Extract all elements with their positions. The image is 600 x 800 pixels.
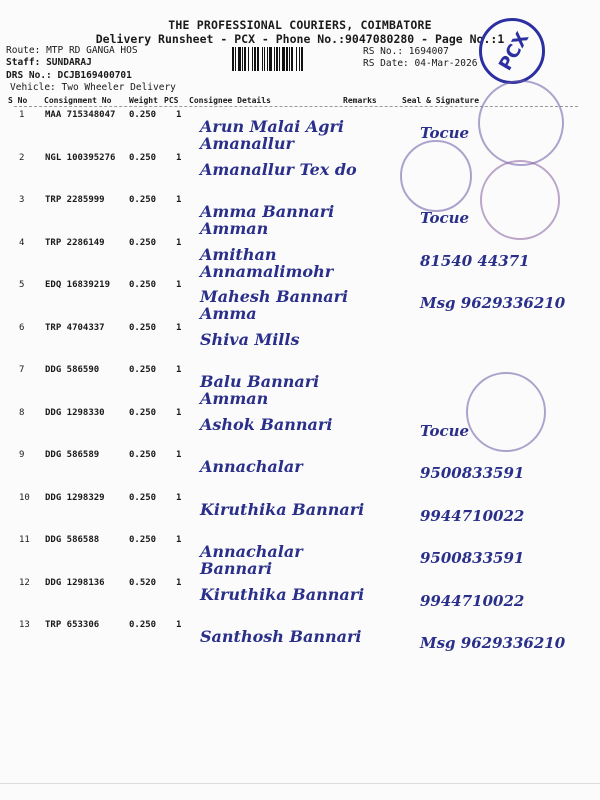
row-consignment: TRP 4704337 xyxy=(45,322,105,333)
row-consignment: TRP 2285999 xyxy=(45,195,105,205)
row-pcs: 1 xyxy=(176,152,182,163)
table-row xyxy=(0,237,600,281)
rs-date-label: RS Date: xyxy=(363,58,409,69)
vehicle-value: Two Wheeler Delivery xyxy=(61,82,176,93)
signature-handwriting: 81540 44371 xyxy=(420,251,530,270)
row-sno: 10 xyxy=(19,492,30,503)
col-sno: S No xyxy=(8,96,28,105)
row-consignment: TRP 653306 xyxy=(45,620,100,630)
signature-handwriting: Tocue xyxy=(420,421,470,440)
row-weight: 0.250 xyxy=(129,620,157,630)
consignee-handwriting: Kiruthika Bannari xyxy=(200,584,365,604)
consignee-handwriting: Balu Bannari Amman xyxy=(200,372,320,408)
row-pcs: 1 xyxy=(176,407,182,418)
row-consignment: DDG 586590 xyxy=(45,365,100,375)
row-weight: 0.250 xyxy=(129,237,157,248)
consignee-handwriting: Amanallur Tex do xyxy=(200,159,357,179)
row-consignment: TRP 2286149 xyxy=(45,237,105,248)
row-sno: 5 xyxy=(19,280,25,290)
runsheet-title: Delivery Runsheet - PCX - Phone No.:9047080280 - Page No.:1 xyxy=(95,32,505,46)
row-sno: 12 xyxy=(19,577,30,588)
row-pcs: 1 xyxy=(176,322,182,333)
rs-no-label: RS No.: xyxy=(363,46,404,57)
vehicle-line xyxy=(10,82,176,93)
rs-date-value: 04-Mar-2026 xyxy=(414,58,478,69)
row-sno: 4 xyxy=(19,237,25,248)
consignee-handwriting: Santhosh Bannari xyxy=(200,627,362,646)
row-consignment: MAA 715348047 xyxy=(45,110,116,120)
row-sno: 2 xyxy=(19,152,25,163)
rs-no-value: 1694007 xyxy=(408,46,449,57)
row-consignment: NGL 100395276 xyxy=(45,152,116,163)
row-consignment: DDG 586588 xyxy=(45,535,100,545)
seal-stamp xyxy=(400,140,472,212)
row-sno: 6 xyxy=(19,322,25,333)
row-weight: 0.250 xyxy=(129,152,157,163)
route-value: MTP RD GANGA HOS xyxy=(46,45,138,56)
consignee-handwriting: Arun Malai Agri Amanallur xyxy=(200,117,344,153)
row-sno: 3 xyxy=(19,195,25,205)
row-weight: 0.250 xyxy=(129,450,157,460)
row-pcs: 1 xyxy=(176,620,182,630)
consignee-handwriting: Mahesh Bannari Amma xyxy=(200,287,349,323)
drs-label: DRS No.: xyxy=(6,70,52,81)
row-weight: 0.520 xyxy=(129,577,157,588)
row-pcs: 1 xyxy=(176,450,182,460)
rs-date-line xyxy=(363,58,477,69)
table-row xyxy=(0,280,600,323)
staff-value: SUNDARAJ xyxy=(46,57,92,68)
route-line xyxy=(6,45,138,56)
table-row xyxy=(0,578,600,618)
row-pcs: 1 xyxy=(176,195,182,205)
row-pcs: 1 xyxy=(176,577,182,588)
staff-line xyxy=(6,57,92,68)
row-pcs: 1 xyxy=(176,365,182,375)
row-sno: 9 xyxy=(19,450,25,460)
table-row xyxy=(0,620,600,660)
row-consignment: DDG 1298329 xyxy=(45,492,105,503)
row-sno: 11 xyxy=(19,535,30,545)
seal-stamp xyxy=(478,80,564,166)
drs-value: DCJB169400701 xyxy=(57,70,132,81)
row-sno: 1 xyxy=(19,110,25,120)
row-pcs: 1 xyxy=(176,280,182,290)
col-consignment: Consignment No xyxy=(44,96,112,105)
table-row xyxy=(0,323,600,363)
consignee-handwriting: Kiruthika Bannari xyxy=(200,499,365,519)
consignee-handwriting: Amma Bannari Amman xyxy=(200,202,335,238)
col-seal: Seal & Signature xyxy=(402,96,480,105)
consignee-handwriting: Annachalar Bannari xyxy=(200,542,303,578)
pcx-logo xyxy=(479,18,545,84)
drs-line xyxy=(6,70,132,81)
consignee-handwriting: Ashok Bannari xyxy=(200,414,333,434)
row-weight: 0.250 xyxy=(129,110,157,120)
vehicle-label: Vehicle: xyxy=(10,82,56,93)
col-pcs: PCS xyxy=(164,96,179,105)
row-weight: 0.250 xyxy=(129,492,157,503)
table-row xyxy=(0,535,600,578)
signature-handwriting: Tocue xyxy=(420,209,470,227)
row-weight: 0.250 xyxy=(129,407,157,418)
row-sno: 7 xyxy=(19,365,25,375)
consignee-handwriting: Shiva Mills xyxy=(200,329,300,349)
signature-handwriting: 9944710022 xyxy=(420,591,525,610)
consignee-handwriting: Amithan Annamalimohr xyxy=(200,244,334,281)
row-consignment: DDG 1298330 xyxy=(45,407,105,418)
signature-handwriting: Tocue xyxy=(420,124,470,142)
seal-stamp xyxy=(466,372,546,452)
row-pcs: 1 xyxy=(176,110,182,120)
row-weight: 0.250 xyxy=(129,322,157,333)
row-weight: 0.250 xyxy=(129,280,157,290)
row-sno: 13 xyxy=(19,620,30,630)
signature-handwriting: Msg 9629336210 xyxy=(420,634,566,652)
row-consignment: EDQ 16839219 xyxy=(45,280,111,290)
row-consignment: DDG 1298136 xyxy=(45,577,105,588)
row-pcs: 1 xyxy=(176,492,182,503)
barcode-image xyxy=(232,47,360,71)
signature-handwriting: Msg 9629336210 xyxy=(420,294,566,312)
signature-handwriting: 9944710022 xyxy=(420,506,525,525)
row-pcs: 1 xyxy=(176,535,182,545)
row-weight: 0.250 xyxy=(129,535,157,545)
col-weight: Weight xyxy=(129,96,158,105)
route-label: Route: xyxy=(6,45,41,56)
table-row xyxy=(0,450,600,490)
row-pcs: 1 xyxy=(176,237,182,248)
pcx-logo-text: PCX xyxy=(494,28,534,75)
row-weight: 0.250 xyxy=(129,365,157,375)
row-sno: 8 xyxy=(19,407,25,418)
company-title: THE PROFESSIONAL COURIERS, COIMBATORE xyxy=(168,18,432,32)
signature-handwriting: 9500833591 xyxy=(420,464,525,482)
consignee-handwriting: Annachalar xyxy=(200,457,303,476)
row-weight: 0.250 xyxy=(129,195,157,205)
seal-stamp xyxy=(480,160,560,240)
signature-handwriting: 9500833591 xyxy=(420,549,525,567)
rs-no-line xyxy=(363,46,449,57)
col-consignee: Consignee Details xyxy=(189,96,271,105)
col-remarks: Remarks xyxy=(343,96,377,105)
staff-label: Staff: xyxy=(6,57,41,68)
page-bottom-rule xyxy=(0,783,600,784)
table-row xyxy=(0,493,600,533)
row-consignment: DDG 586589 xyxy=(45,450,100,460)
